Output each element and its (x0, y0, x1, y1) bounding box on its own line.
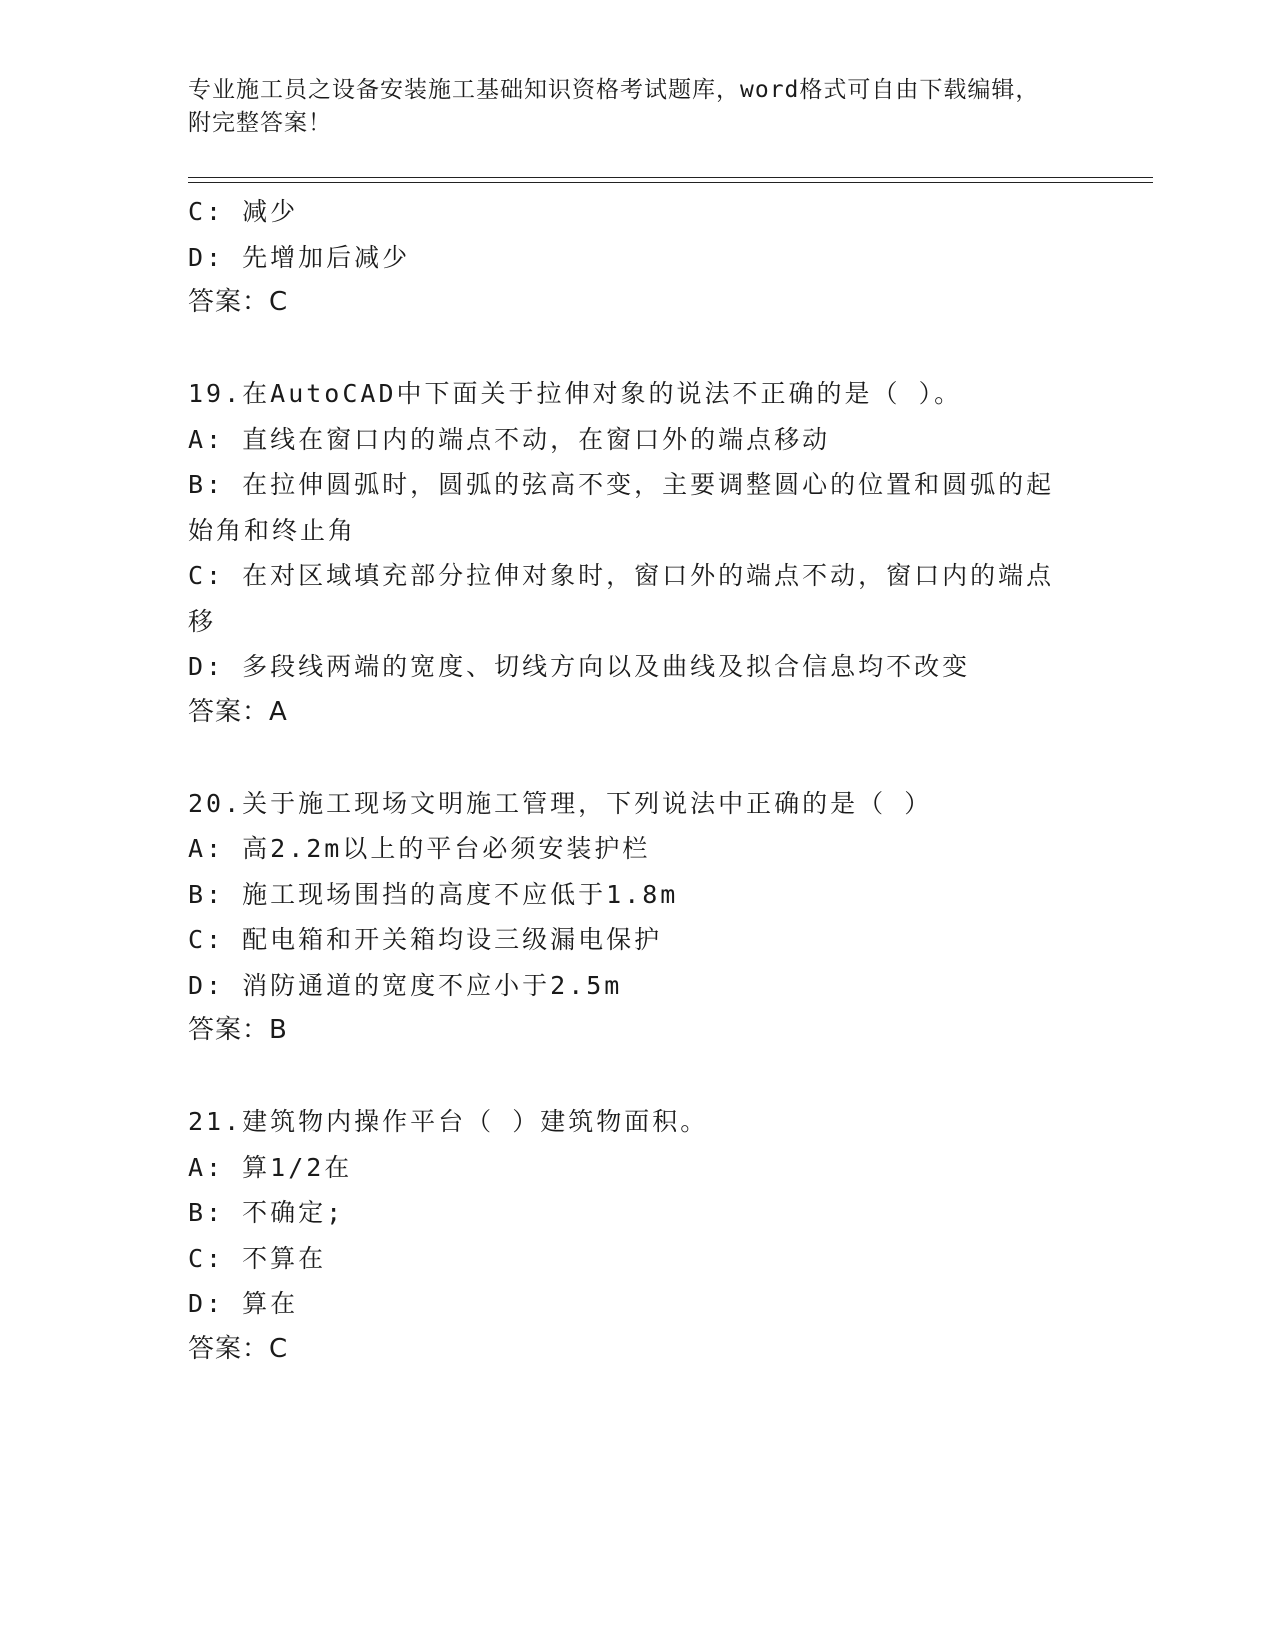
document-header (188, 74, 1068, 140)
header-divider-top (188, 177, 1153, 178)
header-divider-bottom (188, 182, 1153, 183)
option-b-continued: 始角和终止角 (188, 515, 357, 545)
option-b: B: 在拉伸圆弧时，圆弧的弦高不变，主要调整圆心的位置和圆弧的起 (188, 470, 1055, 499)
question-21 (188, 1099, 1088, 1372)
option-b: B: 施工现场围挡的高度不应低于1.8m (188, 879, 679, 909)
question-18-partial (188, 189, 1088, 326)
option-d: D: 先增加后减少 (188, 242, 411, 272)
option-c-continued: 移 (188, 606, 217, 636)
option-a: A: 直线在窗口内的端点不动，在窗口外的端点移动 (188, 424, 831, 454)
option-c: C: 减少 (188, 197, 299, 226)
question-list (188, 189, 1088, 1372)
answer-label: 答案：B (188, 1015, 288, 1045)
question-19 (188, 371, 1088, 735)
option-b: B: 不确定; (188, 1198, 345, 1227)
option-d: D: 消防通道的宽度不应小于2.5m (188, 970, 623, 1000)
question-stem: 20.关于施工现场文明施工管理，下列说法中正确的是（ ） (188, 788, 933, 818)
question-stem: 19.在AutoCAD中下面关于拉伸对象的说法不正确的是（ ）。 (188, 379, 963, 408)
option-a: A: 高2.2m以上的平台必须安装护栏 (188, 834, 651, 863)
question-20 (188, 781, 1088, 1054)
answer-label: 答案：C (188, 287, 289, 317)
option-c: C: 不算在 (188, 1243, 327, 1273)
option-a: A: 算1/2在 (188, 1152, 353, 1182)
header-line-2: 附完整答案！ (188, 110, 332, 136)
option-c: C: 在对区域填充部分拉伸对象时，窗口外的端点不动，窗口内的端点 (188, 561, 1055, 590)
question-stem: 21.建筑物内操作平台（ ）建筑物面积。 (188, 1107, 709, 1136)
option-d: D: 多段线两端的宽度、切线方向以及曲线及拟合信息均不改变 (188, 652, 971, 681)
option-c: C: 配电箱和开关箱均设三级漏电保护 (188, 925, 663, 954)
option-d: D: 算在 (188, 1289, 299, 1318)
answer-label: 答案：C (188, 1333, 289, 1364)
header-line-1: 专业施工员之设备安装施工基础知识资格考试题库，word格式可自由下载编辑， (188, 77, 1040, 103)
answer-label: 答案：A (188, 696, 288, 727)
